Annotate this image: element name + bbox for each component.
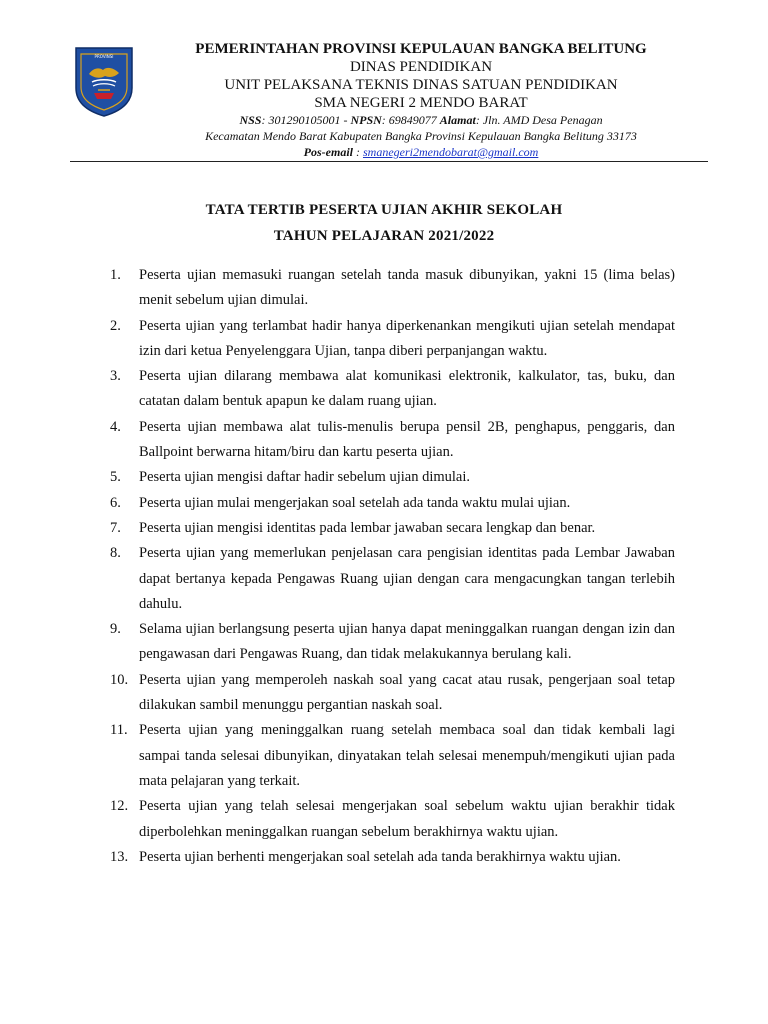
rule-text: Peserta ujian mulai mengerjakan soal setelah ada tanda waktu mulai ujian. <box>139 494 571 511</box>
address-label: Alamat <box>439 113 476 127</box>
letterhead-text <box>134 40 708 160</box>
list-item <box>110 845 675 870</box>
school-name: SMA NEGERI 2 MENDO BARAT <box>314 95 528 111</box>
rule-text: Peserta ujian yang meninggalkan ruang setelah membaca soal dan tidak kembali lagi sampai tanda selesai dibunyikan, dinyatakan telah selesai menempuh/mengikuti ujian pada mata pelajaran yang terkait. <box>139 722 675 789</box>
address-value: : Jln. AMD Desa Penagan <box>475 113 603 127</box>
rule-number: 1. <box>110 267 121 283</box>
government-name: PEMERINTAHAN PROVINSI KEPULAUAN BANGKA BELITUNG <box>195 41 647 57</box>
rule-number: 11. <box>110 722 128 739</box>
list-item <box>110 415 675 466</box>
rule-text: Peserta ujian yang memerlukan penjelasan cara pengisian identitas pada Lembar Jawaban dapat bertanya kepada Pengawas Ruang ujian dengan cara mengacungkan tangan terlebih dahulu. <box>139 545 675 612</box>
rule-number: 13. <box>110 848 129 865</box>
npsn-label: NPSN <box>350 113 382 127</box>
nss-label: NSS <box>239 113 262 127</box>
title-line-2: TAHUN PELAJARAN 2021/2022 <box>273 228 495 244</box>
letterhead-divider <box>70 161 708 162</box>
unit-name: UNIT PELAKSANA TEKNIS DINAS SATUAN PENDIDIKAN <box>224 77 618 93</box>
rule-number: 3. <box>110 368 121 385</box>
provincial-crest-icon <box>72 44 136 118</box>
department-name: DINAS PENDIDIKAN <box>349 59 493 75</box>
rule-text: Peserta ujian dilarang membawa alat komunikasi elektronik, kalkulator, tas, buku, dan catatan dalam bentuk apapun ke dalam ruang ujian. <box>139 368 675 410</box>
rule-text: Peserta ujian yang telah selesai mengerjakan soal sebelum waktu ujian berakhir tidak diperbolehkan meninggalkan ruangan sebelum berakhirnya waktu ujian. <box>139 798 675 840</box>
email-link[interactable]: smanegeri2mendobarat@gmail.com <box>362 145 539 159</box>
rule-text: Peserta ujian berhenti mengerjakan soal setelah ada tanda berakhirnya waktu ujian. <box>139 848 621 865</box>
rule-number: 7. <box>110 519 121 536</box>
rule-number: 5. <box>110 469 121 486</box>
district-line: Kecamatan Mendo Barat Kabupaten Bangka Provinsi Kepulauan Bangka Belitung 33173 <box>205 129 637 143</box>
rule-number: 2. <box>110 317 121 334</box>
document-title <box>0 197 768 249</box>
rules-list <box>110 263 675 870</box>
rule-number: 8. <box>110 545 121 562</box>
email-separator: : <box>352 145 363 159</box>
list-item <box>110 617 675 668</box>
rule-number: 4. <box>110 418 121 435</box>
school-identifiers <box>134 112 708 128</box>
rule-text: Peserta ujian yang memperoleh naskah soal yang cacat atau rusak, pengerjaan soal tetap dilakukan sambil menunggu pergantian naskah soal. <box>139 671 675 714</box>
npsn-value: : 69849077 <box>381 113 440 127</box>
rule-text: Peserta ujian mengisi daftar hadir sebelum ujian dimulai. <box>139 469 470 486</box>
rule-text: Selama ujian berlangsung peserta ujian hanya dapat meninggalkan ruangan dengan izin dan pengawasan dari Pengawas Ruang, dan tidak melakukannya berulang kali. <box>139 621 675 663</box>
list-item <box>110 364 675 415</box>
list-item <box>110 718 675 794</box>
rule-number: 10. <box>110 671 129 688</box>
rule-number: 12. <box>110 798 129 815</box>
rule-text: Peserta ujian mengisi identitas pada lembar jawaban secara lengkap dan benar. <box>139 519 596 536</box>
letterhead <box>70 40 708 162</box>
title-line-1: TATA TERTIB PESERTA UJIAN AKHIR SEKOLAH <box>205 202 563 218</box>
rule-text: Peserta ujian memasuki ruangan setelah tanda masuk dibunyikan, yakni 15 (lima belas) menit sebelum ujian dimulai. <box>139 267 675 309</box>
list-item <box>110 491 675 516</box>
email-label: Pos-email <box>303 145 353 159</box>
list-item <box>110 263 675 314</box>
rule-text: Peserta ujian membawa alat tulis-menulis berupa pensil 2B, penghapus, penggaris, dan Ballpoint berwarna hitam/biru dan kartu peserta ujian. <box>139 418 675 461</box>
list-item <box>110 465 675 490</box>
list-item <box>110 668 675 719</box>
list-item <box>110 516 675 541</box>
list-item <box>110 541 675 617</box>
email-line <box>134 144 708 160</box>
svg-text:PROVINSI: PROVINSI <box>94 54 114 59</box>
nss-value: : 301290105001 - <box>261 113 351 127</box>
rule-number: 9. <box>110 621 121 638</box>
rule-number: 6. <box>110 494 121 511</box>
list-item <box>110 794 675 845</box>
rule-text: Peserta ujian yang terlambat hadir hanya diperkenankan mengikuti ujian setelah mendapat izin dari ketua Penyelenggara Ujian, tanpa diberi perpanjangan waktu. <box>139 317 675 359</box>
list-item <box>110 314 675 365</box>
